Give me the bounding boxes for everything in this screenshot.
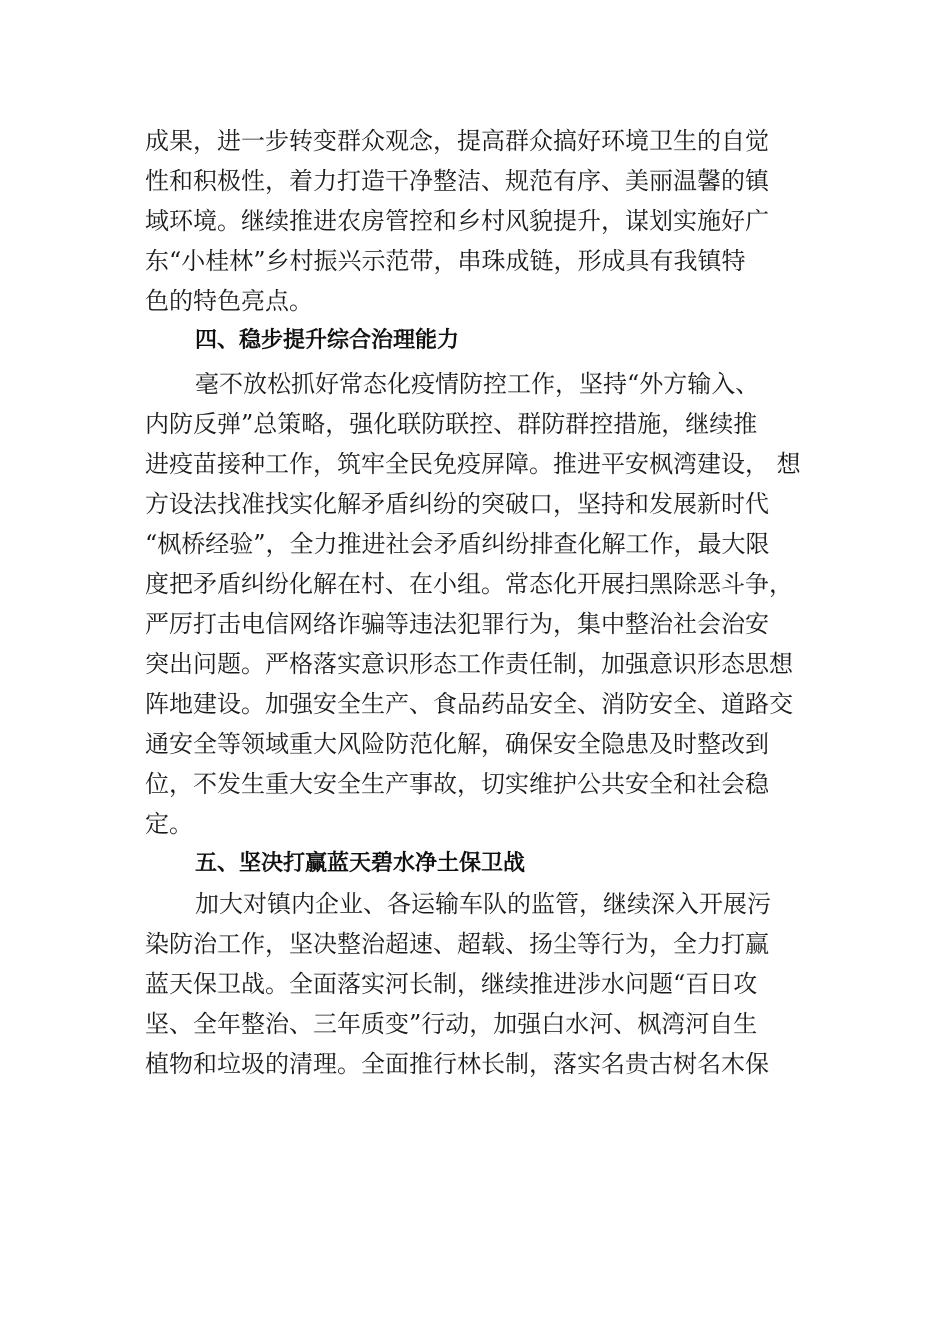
paragraph-line: 度把矛盾纠纷化解在村、在小组。常态化开展扫黑除恶斗争， [145,570,793,598]
paragraph-line: 严厉打击电信网络诈骗等违法犯罪行为，集中整治社会治安 [145,610,769,638]
paragraph-line: 植物和垃圾的清理。全面推行林长制，落实名贵古树名木保 [145,1050,769,1078]
paragraph-line: 坚、全年整治、三年质变”行动，加强白水河、枫湾河自生 [145,1010,758,1038]
paragraph-line: “枫桥经验”，全力推进社会矛盾纠纷排查化解工作，最大限 [145,530,770,558]
paragraph-line: 东“小桂林”乡村振兴示范带，串珠成链，形成具有我镇特 [145,247,746,275]
paragraph-line: 突出问题。严格落实意识形态工作责任制，加强意识形态思想 [145,650,793,678]
paragraph-line: 域环境。继续推进农房管控和乡村风貌提升，谋划实施好广 [145,207,769,235]
paragraph-line: 毫不放松抓好常态化疫情防控工作，坚持“外方输入、 [195,370,760,398]
paragraph-line: 内防反弹”总策略，强化联防联控、群防群控措施，继续推 [145,410,758,438]
paragraph-line: 方设法找准找实化解矛盾纠纷的突破口，坚持和发展新时代 [145,490,769,518]
section-heading: 四、稳步提升综合治理能力 [195,328,460,353]
section-heading: 五、坚决打赢蓝天碧水净土保卫战 [195,851,526,876]
paragraph-line: 进疫苗接种工作，筑牢全民免疫屏障。推进平安枫湾建设， 想 [145,450,801,478]
paragraph-line: 色的特色亮点。 [145,287,313,315]
paragraph-line: 位，不发生重大安全生产事故，切实维护公共安全和社会稳 [145,770,769,798]
paragraph-line: 阵地建设。加强安全生产、食品药品安全、消防安全、道路交 [145,690,793,718]
paragraph-line: 蓝天保卫战。全面落实河长制，继续推进涉水问题“百日攻 [145,970,758,998]
paragraph-line: 染防治工作，坚决整治超速、超载、扬尘等行为，全力打赢 [145,930,769,958]
paragraph-line: 加大对镇内企业、各运输车队的监管，继续深入开展污 [195,890,771,918]
paragraph-line: 性和积极性，着力打造干净整洁、规范有序、美丽温馨的镇 [145,167,769,195]
paragraph-line: 通安全等领域重大风险防范化解，确保安全隐患及时整改到 [145,730,769,758]
paragraph-line: 成果，进一步转变群众观念，提高群众搞好环境卫生的自觉 [145,127,769,155]
paragraph-line: 定。 [145,810,193,838]
